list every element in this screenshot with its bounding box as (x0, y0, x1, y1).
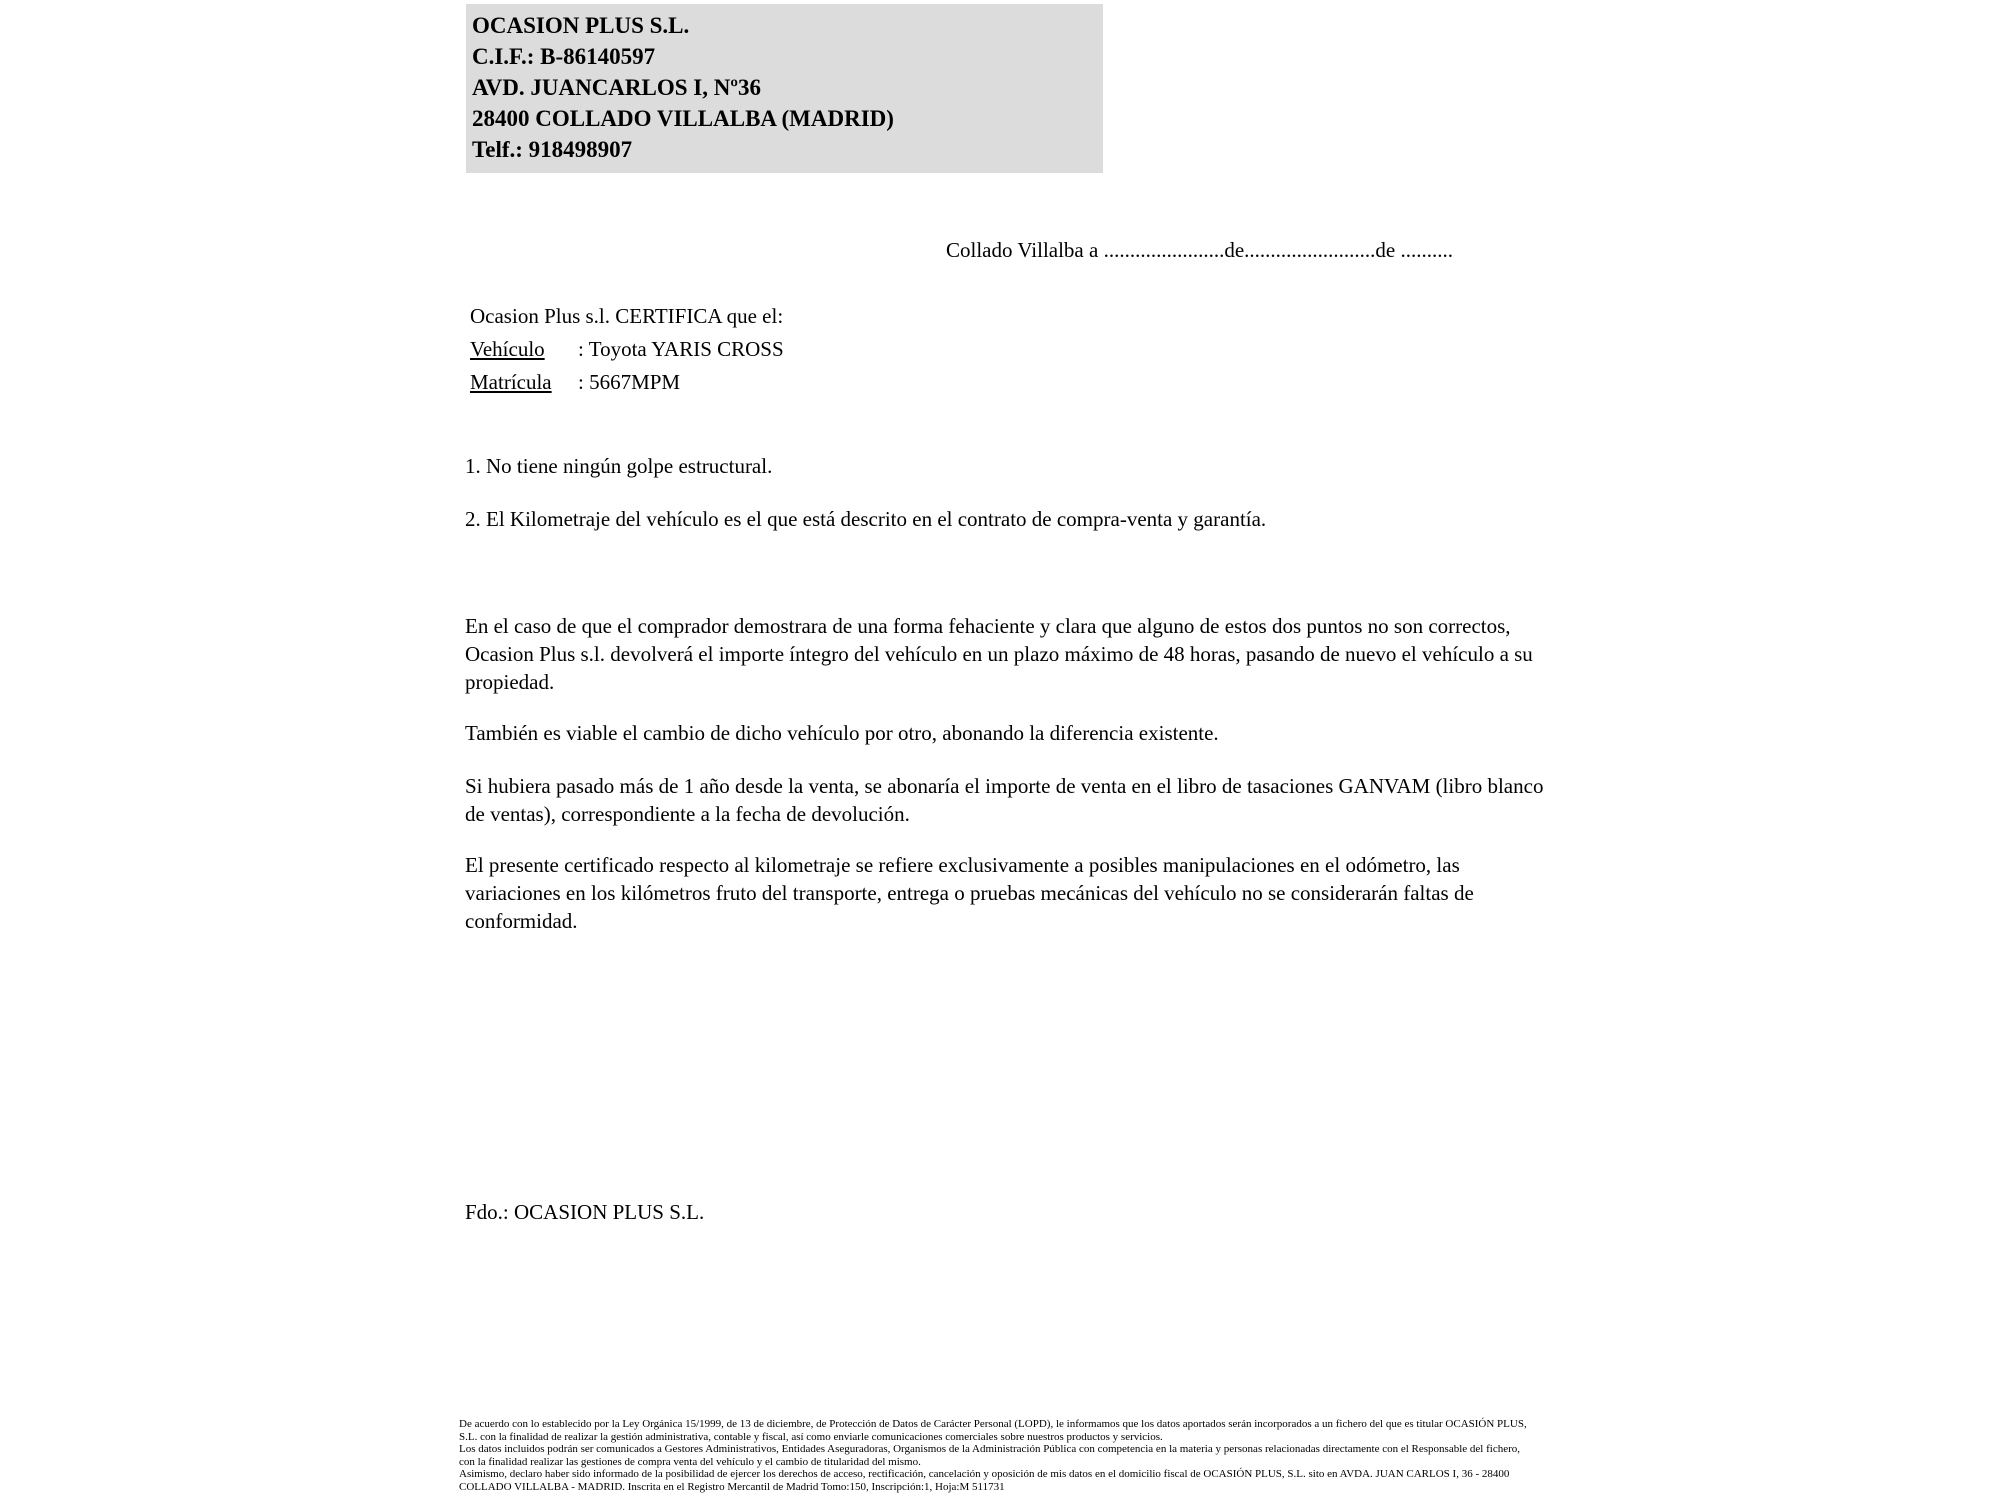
refund-clause-paragraph: En el caso de que el comprador demostrara de una forma fehaciente y clara que alguno de estos dos puntos no son correctos, Ocasion Plus s.l. devolverá el importe íntegro del vehículo en un plazo máximo de 48 horas, pasando de nuevo el vehículo a su propiedad. (465, 614, 1533, 694)
legal-footer (459, 1418, 1534, 1494)
plate-label: Matrícula (470, 370, 552, 394)
legal-footer-paragraph-3: Asimismo, declaro haber sido informado de la posibilidad de ejercer los derechos de acceso, rectificación, cancelación y oposición de mis datos en el domicilio fiscal de OCASIÓN PLUS, S.L. sito en AVDA. JUAN CARLOS I, 36 - 28400 COLLADO VILLALBA - MADRID. Inscrita en el Registro Mercantil de Madrid Tomo:150, Inscripción:1, Hoja:M 511731 (459, 1468, 1510, 1493)
legal-footer-paragraph-1: De acuerdo con lo establecido por la Ley Orgánica 15/1999, de 13 de diciembre, de Protección de Datos de Carácter Personal (LOPD), le informamos que los datos aportados serán incorporados a un fichero del que es titular OCASIÓN PLUS, S.L. con la finalidad de realizar la gestión administrativa, contable y fiscal, así como enviarle comunicaciones comerciales sobre nuestros productos y servicios. (459, 1418, 1527, 1443)
certified-point-1: 1. No tiene ningún golpe estructural. (465, 454, 773, 478)
company-header-block (466, 4, 1103, 173)
plate-value: : 5667MPM (578, 370, 681, 394)
odometer-clause-paragraph: El presente certificado respecto al kilometraje se refiere exclusivamente a posibles manipulaciones en el odómetro, las variaciones en los kilómetros fruto del transporte, entrega o pruebas mecánicas del vehículo no se considerarán faltas de conformidad. (465, 853, 1474, 933)
plate-row (470, 366, 784, 399)
company-name: OCASION PLUS S.L. (472, 13, 690, 38)
company-cif: C.I.F.: B-86140597 (472, 44, 656, 69)
certification-block (470, 300, 784, 399)
vehicle-label: Vehículo (470, 337, 545, 361)
exchange-clause-paragraph: También es viable el cambio de dicho vehículo por otro, abonando la diferencia existente. (465, 721, 1219, 745)
company-city: 28400 COLLADO VILLALBA (MADRID) (472, 106, 894, 131)
date-fill-in-line: Collado Villalba a .......................de.........................de .......... (946, 238, 1453, 262)
signature-line: Fdo.: OCASION PLUS S.L. (465, 1200, 705, 1224)
company-address: AVD. JUANCARLOS I, Nº36 (472, 75, 761, 100)
certified-point-2: 2. El Kilometraje del vehículo es el que está descrito en el contrato de compra-venta y garantía. (465, 507, 1267, 531)
legal-footer-paragraph-2: Los datos incluidos podrán ser comunicados a Gestores Administrativos, Entidades Aseguradoras, Organismos de la Administración Pública con competencia en la materia y personas relacionadas directamente con el Responsable del fichero, con la finalidad realizar las gestiones de compra venta del vehículo y el cambio de titularidad del mismo. (459, 1443, 1520, 1468)
vehicle-value: : Toyota YARIS CROSS (578, 337, 784, 361)
vehicle-row (470, 333, 784, 366)
ganvam-clause-paragraph: Si hubiera pasado más de 1 año desde la venta, se abonaría el importe de venta en el libro de tasaciones GANVAM (libro blanco de ventas), correspondiente a la fecha de devolución. (465, 774, 1544, 826)
company-phone: Telf.: 918498907 (472, 137, 633, 162)
certification-intro: Ocasion Plus s.l. CERTIFICA que el: (470, 304, 784, 328)
